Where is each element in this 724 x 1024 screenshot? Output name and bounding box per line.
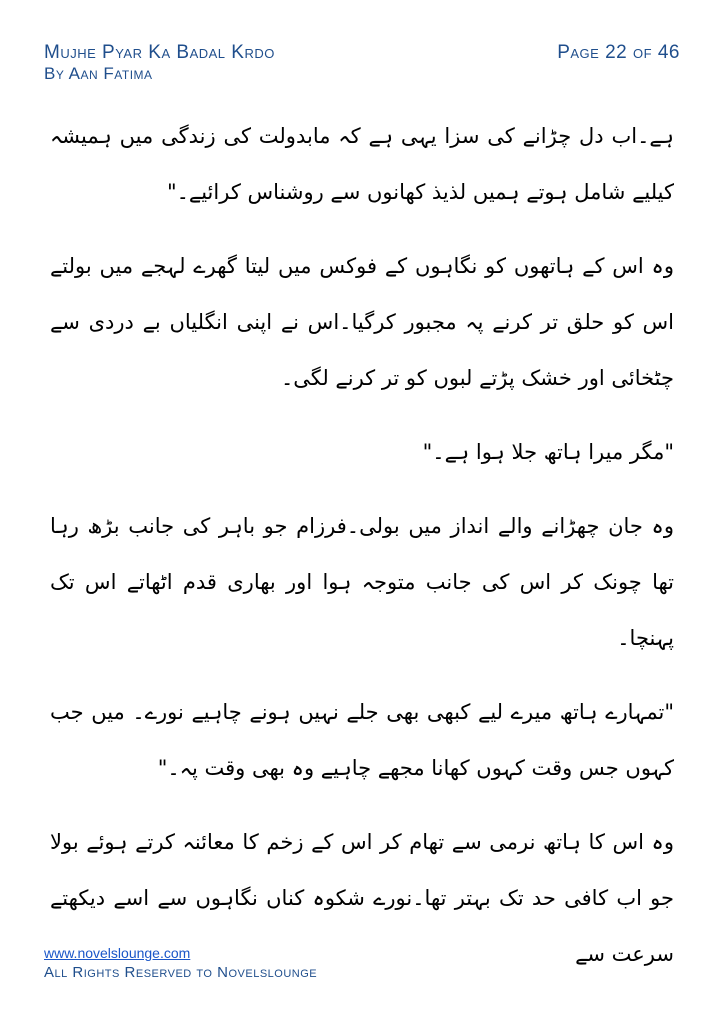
paragraph: وہ جان چھڑانے والے انداز میں بولی۔فرزام جو باہر کی جانب بڑھ رہا تھا چونک کر اس کی جانب متوجہ ہوا اور بھاری قدم اٹھاتے اس تک پہنچا۔ (50, 514, 674, 650)
document-footer (44, 944, 317, 982)
website-link[interactable]: www.novelslounge.com (44, 945, 191, 961)
paragraph: وہ اس کا ہاتھ نرمی سے تھام کر اس کے زخم کا معائنہ کرتے ہوئے بولا جو اب کافی حد تک بہتر تھا۔نورے شکوہ کناں نگاہوں سے اسے دیکھتے سرعت سے (50, 830, 674, 966)
page-number: Page 22 of 46 (557, 42, 680, 63)
paragraph: "تمہارے ہاتھ میرے لیے کبھی بھی جلے نہیں ہونے چاہیے نورے۔ میں جب کہوں جس وقت کہوں کھانا مجھے چاہیے وہ بھی وقت پہ۔" (50, 700, 674, 780)
document-header (44, 42, 275, 84)
novel-body-text (50, 108, 674, 1000)
novel-title: Mujhe Pyar Ka Badal Krdo (44, 42, 275, 63)
author-name: By Aan Fatima (44, 64, 153, 83)
paragraph: "مگر میرا ہاتھ جلا ہوا ہے۔" (422, 440, 674, 464)
rights-notice: All Rights Reserved to Novelslounge (44, 964, 318, 981)
paragraph: ہے۔اب دل چڑانے کی سزا یہی ہے کہ مابدولت کی زندگی میں ہمیشہ کیلیے شامل ہوتے ہمیں لذیذ کھانوں سے روشناس کرائیے۔" (50, 124, 674, 204)
paragraph: وہ اس کے ہاتھوں کو نگاہوں کے فوکس میں لیتا گھرے لہجے میں بولتے اس کو حلق تر کرنے پہ مجبور کرگیا۔اس نے اپنی انگلیاں بے دردی سے چٹخائی اور خشک پڑتے لبوں کو تر کرنے لگی۔ (50, 254, 674, 390)
